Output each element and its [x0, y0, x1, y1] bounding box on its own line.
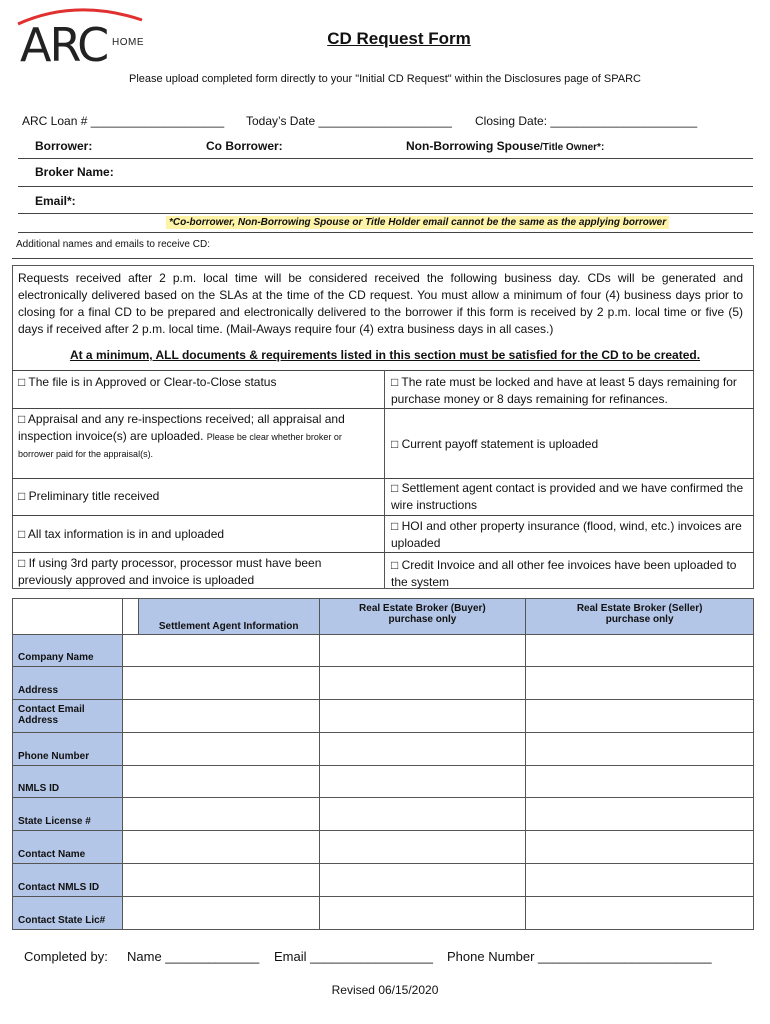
broker-name-label: Broker Name: — [35, 165, 114, 179]
input-cell[interactable] — [319, 635, 526, 667]
check-settlement-agent[interactable]: □ Settlement agent contact is provided and we have confirmed the wire instructions — [391, 481, 744, 512]
input-cell[interactable] — [526, 700, 754, 733]
divider — [18, 232, 753, 233]
row-label-nmls-id: NMLS ID — [13, 766, 123, 798]
blank-header-cell — [13, 599, 123, 635]
non-borrowing-spouse-label: Non-Borrowing Spouse/Title Owner*: — [406, 139, 605, 153]
loan-number-field[interactable]: ARC Loan # ____________________ — [22, 114, 225, 128]
input-cell[interactable] — [122, 798, 319, 831]
completed-by-label: Completed by: — [24, 949, 108, 964]
input-cell[interactable] — [526, 831, 754, 864]
input-cell[interactable] — [526, 635, 754, 667]
table-row — [13, 700, 754, 733]
policy-text: Requests received after 2 p.m. local time will be considered received the following business day. CDs will be generated and electronically delivered based on the SLAs at the time of the CD request. You must allow a minimum of four (4) business days prior to closing for a final CD to be prepared and electronically delivered to the borrower if this form is received by 2 p.m. local time or five (5) days if received after 2 p.m. local time. (Mail-Aways require four (4) extra business days in all cases.) — [18, 271, 743, 336]
page-title: CD Request Form — [327, 29, 471, 48]
check-payoff-statement[interactable]: □ Current payoff statement is uploaded — [391, 437, 599, 451]
row-label-company-name: Company Name — [13, 635, 123, 667]
input-cell[interactable] — [122, 635, 319, 667]
table-row — [13, 766, 754, 798]
row-label-contact-name: Contact Name — [13, 831, 123, 864]
input-cell[interactable] — [319, 897, 526, 930]
check-rate-locked[interactable]: □ The rate must be locked and have at least 5 days remaining for purchase money or 8 days remaining for refinances. — [391, 375, 737, 406]
table-row — [13, 897, 754, 930]
contact-information-table — [12, 598, 754, 930]
seller-broker-header: Real Estate Broker (Seller) purchase only — [526, 599, 754, 635]
check-tax-information[interactable]: □ All tax information is in and uploaded — [18, 527, 225, 541]
completed-by-email-field[interactable]: Email _________________ — [274, 949, 434, 964]
logo-sub-text: HOME — [112, 37, 144, 48]
input-cell[interactable] — [122, 766, 319, 798]
check-credit-invoice[interactable]: □ Credit Invoice and all other fee invoices have been uploaded to the system — [391, 558, 737, 589]
check-preliminary-title[interactable]: □ Preliminary title received — [18, 489, 160, 503]
settlement-agent-header: Settlement Agent Information — [138, 599, 319, 635]
input-cell[interactable] — [526, 897, 754, 930]
input-cell[interactable] — [122, 733, 319, 766]
table-row — [13, 635, 754, 667]
row-label-contact-state-lic: Contact State Lic# — [13, 897, 123, 930]
borrower-label: Borrower: — [35, 139, 93, 153]
input-cell[interactable] — [526, 798, 754, 831]
divider — [18, 213, 753, 214]
revision-date: Revised 06/15/2020 — [331, 983, 439, 997]
input-cell[interactable] — [526, 766, 754, 798]
completed-by-phone-field[interactable]: Phone Number ________________________ — [447, 949, 712, 964]
input-cell[interactable] — [319, 733, 526, 766]
check-third-party-processor[interactable]: □ If using 3rd party processor, processor must have been previously approved and invoice is uploaded — [18, 556, 322, 587]
table-row — [13, 733, 754, 766]
input-cell[interactable] — [526, 864, 754, 897]
divider — [18, 186, 753, 187]
table-row — [13, 798, 754, 831]
completed-by-name-field[interactable]: Name _____________ — [127, 949, 260, 964]
closing-date-field[interactable]: Closing Date: ______________________ — [475, 114, 698, 128]
divider — [12, 258, 753, 259]
input-cell[interactable] — [319, 798, 526, 831]
row-label-contact-nmls-id: Contact NMLS ID — [13, 864, 123, 897]
co-borrower-label: Co Borrower: — [206, 139, 283, 153]
logo-main-text: ARC — [20, 18, 108, 72]
input-cell[interactable] — [319, 700, 526, 733]
input-cell[interactable] — [526, 667, 754, 700]
buyer-broker-header: Real Estate Broker (Buyer) purchase only — [319, 599, 526, 635]
input-cell[interactable] — [122, 864, 319, 897]
table-row — [13, 667, 754, 700]
row-label-phone-number: Phone Number — [13, 733, 123, 766]
input-cell[interactable] — [122, 700, 319, 733]
input-cell[interactable] — [122, 667, 319, 700]
table-row — [13, 864, 754, 897]
blank-header-cell — [122, 599, 138, 635]
requirements-heading: At a minimum, ALL documents & requirements listed in this section must be satisfied for the CD to be created. — [69, 348, 701, 362]
row-label-state-license: State License # — [13, 798, 123, 831]
table-row — [13, 831, 754, 864]
page-subtitle: Please upload completed form directly to your "Initial CD Request" within the Disclosures page of SPARC — [128, 73, 641, 85]
appraisal-note: Please be clear whether broker or borrower paid for the appraisal(s). — [18, 432, 342, 459]
input-cell[interactable] — [319, 864, 526, 897]
email-note: *Co-borrower, Non-Borrowing Spouse or Title Holder email cannot be the same as the applying borrower — [166, 216, 669, 229]
additional-recipients-label: Additional names and emails to receive CD: — [16, 239, 210, 250]
input-cell[interactable] — [526, 733, 754, 766]
email-label: Email*: — [35, 194, 76, 208]
row-label-address: Address — [13, 667, 123, 700]
todays-date-field[interactable]: Today’s Date ____________________ — [246, 114, 452, 128]
check-hoi-insurance[interactable]: □ HOI and other property insurance (flood, wind, etc.) invoices are uploaded — [391, 519, 742, 550]
divider — [18, 158, 753, 159]
input-cell[interactable] — [122, 897, 319, 930]
input-cell[interactable] — [319, 667, 526, 700]
input-cell[interactable] — [122, 831, 319, 864]
input-cell[interactable] — [319, 766, 526, 798]
input-cell[interactable] — [319, 831, 526, 864]
check-approved-status[interactable]: □ The file is in Approved or Clear-to-Close status — [18, 375, 277, 389]
row-label-contact-email: Contact Email Address — [13, 700, 123, 733]
check-appraisal[interactable]: □ Appraisal and any re-inspections received; all appraisal and inspection invoice(s) are uploaded. Please be clear whether broker or borrower paid for the appraisal(s). — [18, 412, 345, 459]
